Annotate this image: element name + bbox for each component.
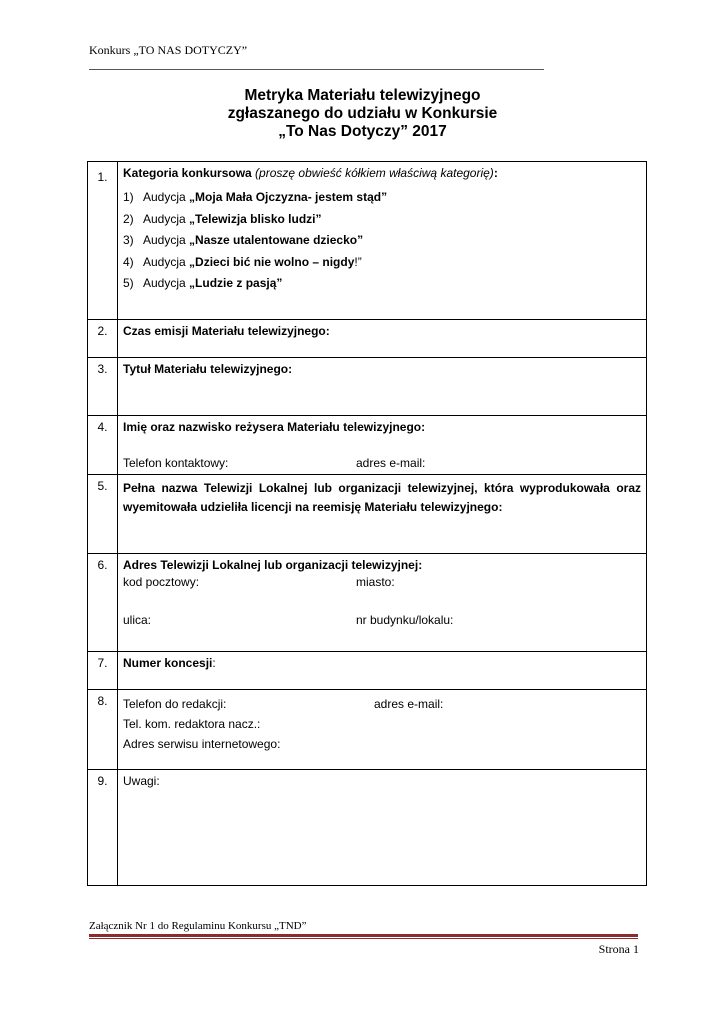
- newsroom-email-label: adres e-mail:: [374, 697, 444, 711]
- category-label: Kategoria konkursowa: [123, 166, 252, 180]
- footer-text: Załącznik Nr 1 do Regulaminu Konkursu „TND”: [89, 920, 307, 932]
- title-line-1: Metryka Materiału telewizyjnego: [244, 87, 481, 104]
- category-list: [123, 190, 641, 290]
- row-station-address: 6. Adres Telewizji Lokalnej lub organizacji telewizyjnej: kod pocztowy: miasto: ulica: nr budynku/lokalu:: [88, 554, 647, 652]
- director-phone-label: Telefon kontaktowy:: [123, 456, 229, 470]
- director-field[interactable]: Imię oraz nazwisko reżysera Materiału telewizyjnego: Telefon kontaktowy: adres e-mail:: [118, 416, 647, 475]
- footer-divider: [89, 934, 638, 937]
- category-option[interactable]: 3) Audycja „Nasze utalentowane dziecko”: [123, 233, 364, 247]
- building-label: nr budynku/lokalu:: [356, 613, 454, 627]
- row-director: 4. Imię oraz nazwisko reżysera Materiału telewizyjnego: Telefon kontaktowy: adres e-mail:: [88, 416, 647, 475]
- material-title-field[interactable]: Tytuł Materiału telewizyjnego:: [118, 358, 647, 416]
- category-option[interactable]: 4) Audycja „Dzieci bić nie wolno – nigdy!”: [123, 254, 362, 269]
- title-line-2: zgłaszanego do udziału w Konkursie: [227, 105, 498, 122]
- row-number: 1.: [88, 162, 118, 320]
- row-title: 3. Tytuł Materiału telewizyjnego:: [88, 358, 647, 416]
- website-label: Adres serwisu internetowego:: [123, 737, 281, 751]
- category-option[interactable]: 2) Audycja „Telewizja blisko ludzi”: [123, 211, 322, 226]
- postal-code-label: kod pocztowy:: [123, 575, 200, 589]
- city-label: miasto:: [356, 575, 395, 589]
- metadata-form-table: [87, 161, 647, 886]
- category-hint: (proszę obwieść kółkiem właściwą kategorię): [255, 166, 494, 180]
- editor-phone-label: Tel. kom. redaktora nacz.:: [123, 717, 261, 731]
- row-category: [88, 162, 647, 320]
- station-address-field[interactable]: Adres Telewizji Lokalnej lub organizacji telewizyjnej: kod pocztowy: miasto: ulica: nr budynku/lokalu:: [118, 554, 647, 652]
- category-cell: Kategoria konkursowa (proszę obwieść kółkiem właściwą kategorię): 1) Audycja „Moja Mała Ojczyzna- jestem stąd” 2) Audycja „Telewizja blisko ludzi” 3) Audycja „Nasze utalentowane dziecko” 4) Audycja „Dzieci bić nie wolno – nigdy!” 5) Audycja „Ludzie z pasją”: [118, 162, 647, 320]
- document-title: [0, 87, 725, 141]
- row-license: 7. Numer koncesji:: [88, 652, 647, 690]
- contact-field[interactable]: [118, 690, 647, 770]
- category-option[interactable]: 5) Audycja „Ludzie z pasją”: [123, 276, 283, 290]
- remarks-field[interactable]: Uwagi:: [118, 770, 647, 886]
- title-line-3: „To Nas Dotyczy” 2017: [278, 123, 447, 140]
- page-header: Konkurs „TO NAS DOTYCZY”: [89, 43, 248, 57]
- license-field[interactable]: Numer koncesji:: [118, 652, 647, 690]
- newsroom-phone-label: Telefon do redakcji:: [123, 697, 227, 711]
- station-name-field[interactable]: Pełna nazwa Telewizji Lokalnej lub organizacji telewizyjnej, która wyprodukowała oraz wyemitowała udzieliła licencji na reemisję Materiału telewizyjnego:: [118, 475, 647, 554]
- footer-divider-thin: [89, 938, 638, 939]
- broadcast-time-field[interactable]: Czas emisji Materiału telewizyjnego:: [118, 320, 647, 358]
- page-number: Strona 1: [598, 942, 639, 956]
- row-remarks: 9. Uwagi:: [88, 770, 647, 886]
- director-email-label: adres e-mail:: [356, 456, 426, 470]
- street-label: ulica:: [123, 613, 152, 627]
- row-contact: 8. Telefon do redakcji: adres e-mail: Tel. kom. redaktora nacz.: Adres serwisu internetowego:: [88, 690, 647, 770]
- row-station-name: 5. Pełna nazwa Telewizji Lokalnej lub organizacji telewizyjnej, która wyprodukowała oraz wyemitowała udzieliła licencji na reemisję Materiału telewizyjnego:: [88, 475, 647, 554]
- header-divider: [89, 69, 544, 70]
- category-option[interactable]: 1) Audycja „Moja Mała Ojczyzna- jestem stąd”: [123, 190, 388, 204]
- row-broadcast-time: 2. Czas emisji Materiału telewizyjnego:: [88, 320, 647, 358]
